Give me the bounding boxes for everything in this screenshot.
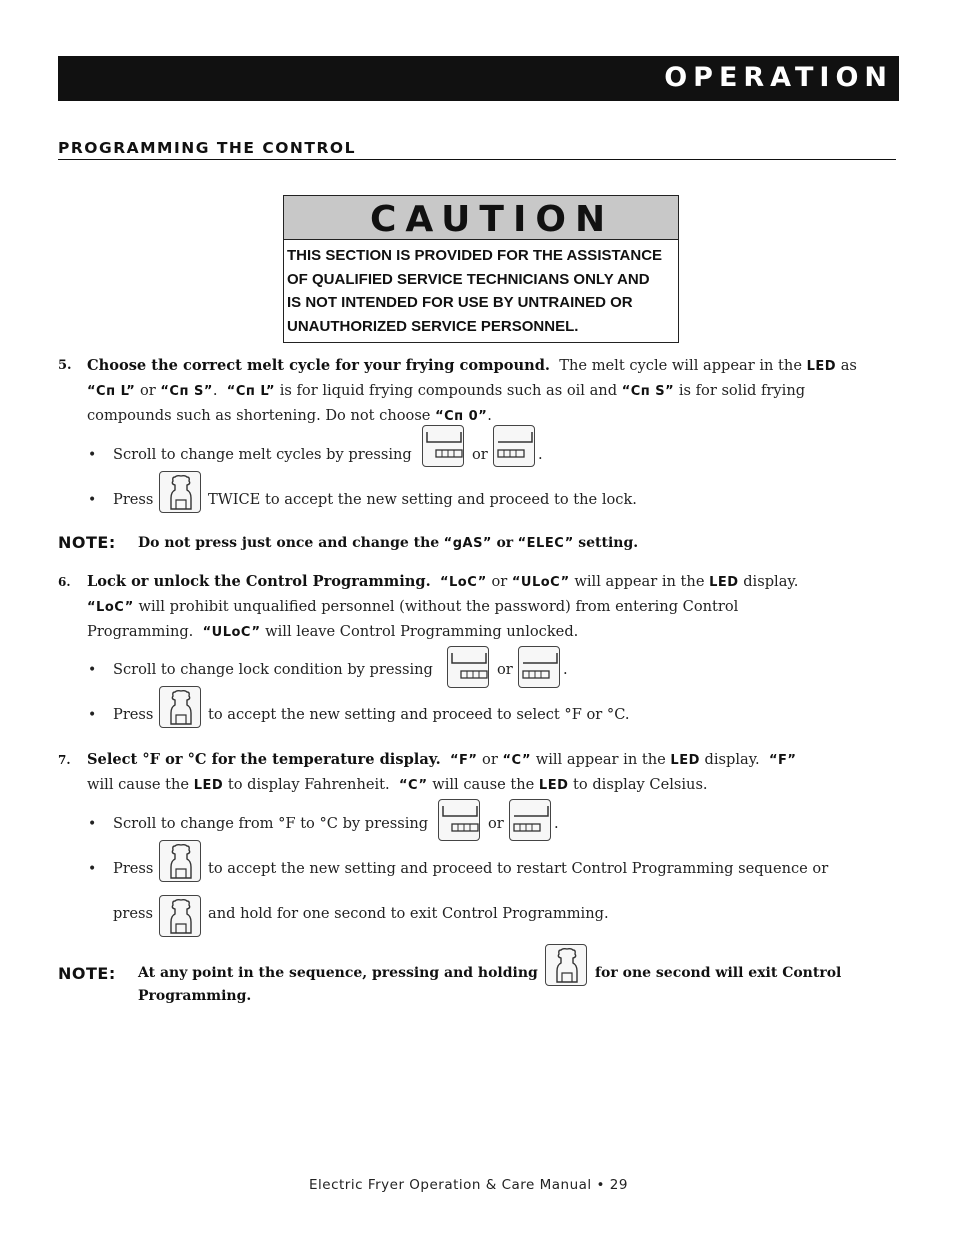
note-label: NOTE:: [58, 964, 116, 983]
step7-line2: [87, 776, 708, 793]
step6-line1: [87, 573, 798, 590]
text: will cause the: [87, 776, 190, 793]
press-text: Press: [113, 706, 154, 723]
text: display.: [743, 573, 799, 590]
step7-bullet2: to accept the new setting and proceed to restart Control Programming sequence or: [208, 860, 829, 877]
step-number: 5.: [58, 358, 72, 373]
code-term: “C”: [502, 753, 532, 768]
section-title: PROGRAMMING THE CONTROL: [58, 139, 356, 157]
step5-bullet2: TWICE to accept the new setting and proceed to the lock.: [208, 491, 637, 508]
scroll-down-button[interactable]: [422, 425, 464, 467]
code-term: “Cп L”: [87, 384, 136, 399]
led-term: LED: [193, 778, 224, 793]
press-text: Press: [113, 860, 154, 877]
step-number: 7.: [58, 753, 71, 767]
text: .: [212, 382, 218, 399]
caution-body: [284, 240, 678, 338]
code-term: “Cп S”: [160, 384, 213, 399]
step7-heading: Select °F or °C for the temperature display.: [87, 751, 441, 768]
scroll-up-button[interactable]: [518, 646, 560, 688]
bullet-icon: •: [88, 707, 97, 723]
code-term: “F”: [768, 753, 797, 768]
step6-bullet2: to accept the new setting and proceed to select °F or °C.: [208, 706, 630, 723]
header-bar: [58, 56, 899, 101]
code-term: “LoC”: [87, 600, 134, 615]
chef-icon: [160, 896, 202, 938]
text: setting.: [578, 535, 639, 551]
bullet-icon: •: [88, 816, 97, 832]
note2-text: Programming.: [138, 988, 252, 1004]
bullet-icon: •: [88, 447, 97, 463]
code-term: “Cп L”: [226, 384, 276, 399]
scroll-up-icon: [519, 647, 561, 689]
code-term: “Cп S”: [621, 384, 675, 399]
chef-icon: [546, 945, 588, 987]
text: is for solid frying: [678, 382, 806, 399]
step7-line1: [87, 751, 796, 768]
chef-icon: [160, 687, 202, 729]
step6-bullet1: Scroll to change lock condition by pressing: [113, 661, 433, 678]
text: or: [496, 535, 514, 551]
text: to display Celsius.: [573, 776, 708, 793]
or-text: or: [497, 661, 513, 678]
text: will appear in the: [535, 751, 666, 768]
period-text: .: [538, 446, 543, 463]
code-term: “C”: [398, 778, 428, 793]
text: to display Fahrenheit.: [227, 776, 390, 793]
step5-bullet1: Scroll to change melt cycles by pressing: [113, 446, 412, 463]
scroll-up-button[interactable]: [493, 425, 535, 467]
led-term: LED: [670, 753, 700, 768]
code-term: “ULoC”: [202, 625, 261, 640]
text: will leave Control Programming unlocked.: [265, 623, 579, 640]
period-text: .: [554, 815, 559, 832]
press-text: press: [113, 905, 153, 922]
note2-text: for one second will exit Control: [595, 965, 842, 981]
scroll-down-button[interactable]: [447, 646, 489, 688]
text: Programming.: [87, 623, 194, 640]
note2-text: At any point in the sequence, pressing and holding: [138, 965, 538, 981]
text: .: [487, 407, 492, 424]
text: will cause the: [432, 776, 535, 793]
text: or: [139, 382, 156, 399]
chef-icon: [160, 472, 202, 514]
caution-line: UNAUTHORIZED SERVICE PERSONNEL.: [287, 317, 579, 335]
bullet-icon: •: [88, 861, 97, 877]
step7-bullet3: and hold for one second to exit Control Programming.: [208, 905, 609, 922]
program-button[interactable]: [159, 686, 201, 728]
text: The melt cycle will appear in the: [559, 357, 802, 374]
step6-heading: Lock or unlock the Control Programming.: [87, 573, 431, 590]
or-text: or: [472, 446, 488, 463]
bullet-icon: •: [88, 662, 97, 678]
text: or: [491, 573, 508, 590]
section-rule: [58, 159, 896, 160]
code-term: “Cп 0”: [435, 409, 488, 424]
caution-title: CAUTION: [370, 199, 615, 240]
program-button[interactable]: [159, 840, 201, 882]
text: is for liquid frying compounds such as oil and: [279, 382, 618, 399]
code-term: “ELEC”: [517, 536, 574, 551]
scroll-up-icon: [510, 800, 552, 842]
text: or: [482, 751, 498, 768]
step6-line2: [87, 598, 738, 615]
step5-line1: [87, 357, 857, 374]
code-term: “gAS”: [443, 536, 492, 551]
chef-icon: [160, 841, 202, 883]
step5-line3: [87, 407, 492, 424]
step5-heading: Choose the correct melt cycle for your frying compound.: [87, 357, 551, 374]
text: display.: [704, 751, 760, 768]
bullet-icon: •: [88, 492, 97, 508]
led-term: LED: [709, 575, 739, 590]
caution-header: [284, 196, 678, 240]
led-term: LED: [538, 778, 569, 793]
page-footer: Electric Fryer Operation & Care Manual • 29: [309, 1177, 628, 1193]
text: as: [840, 357, 857, 374]
scroll-down-icon: [448, 647, 490, 689]
header-title: OPERATION: [664, 62, 893, 93]
code-term: “F”: [449, 753, 478, 768]
step7-bullet1: Scroll to change from °F to °C by pressing: [113, 815, 429, 832]
scroll-up-icon: [494, 426, 536, 468]
scroll-down-icon: [423, 426, 465, 468]
step6-line3: [87, 623, 578, 640]
program-button[interactable]: [159, 471, 201, 513]
or-text: or: [488, 815, 504, 832]
scroll-up-button[interactable]: [509, 799, 551, 841]
code-term: “ULoC”: [511, 575, 570, 590]
text: will prohibit unqualified personnel (without the password) from entering Control: [138, 598, 739, 615]
program-button[interactable]: [545, 944, 587, 986]
text: Do not press just once and change the: [138, 535, 440, 551]
press-text: Press: [113, 491, 154, 508]
step5-line2: [87, 382, 805, 399]
scroll-down-icon: [439, 800, 481, 842]
text: compounds such as shortening. Do not choose: [87, 407, 431, 424]
note1-text: [138, 535, 638, 551]
caution-line: IS NOT INTENDED FOR USE BY UNTRAINED OR: [287, 294, 633, 311]
program-button[interactable]: [159, 895, 201, 937]
scroll-down-button[interactable]: [438, 799, 480, 841]
caution-line: OF QUALIFIED SERVICE TECHNICIANS ONLY AND: [287, 270, 650, 288]
led-term: LED: [806, 359, 837, 374]
caution-box: [283, 195, 679, 343]
text: will appear in the: [574, 573, 705, 590]
caution-line: THIS SECTION IS PROVIDED FOR THE ASSISTANCE: [287, 247, 663, 264]
code-term: “LoC”: [439, 575, 487, 590]
step-number: 6.: [58, 575, 71, 589]
note-label: NOTE:: [58, 533, 116, 552]
period-text: .: [563, 661, 568, 678]
